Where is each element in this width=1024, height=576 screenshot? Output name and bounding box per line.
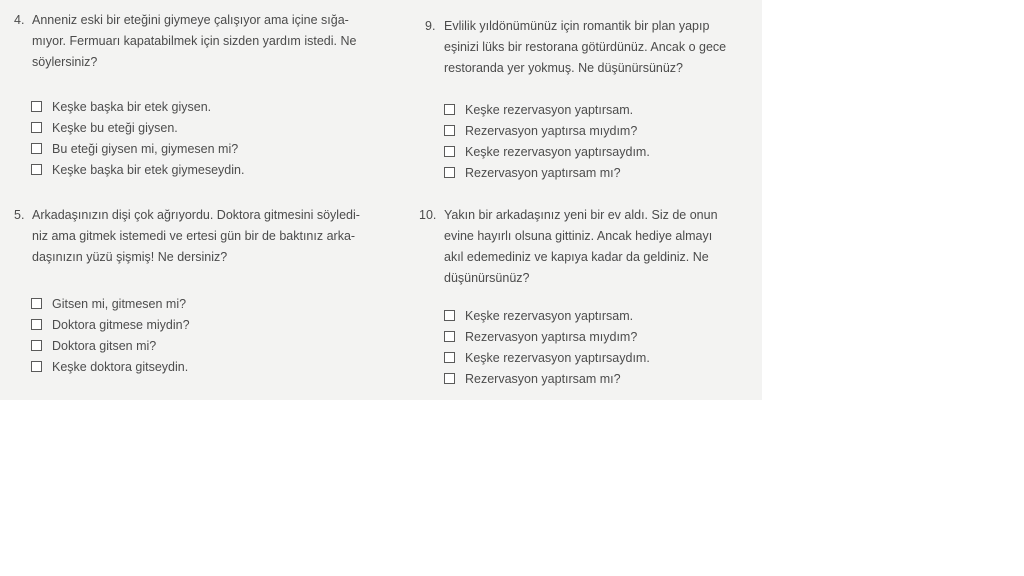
question-10-number: 10. (419, 208, 437, 222)
question-9-line-3: restoranda yer yokmuş. Ne düşünürsünüz? (444, 61, 684, 75)
question-10-options (444, 305, 650, 389)
checkbox[interactable] (444, 373, 455, 384)
question-4-line-1: 4. Anneniz eski bir eteğini giymeye çalışıyor ama içine sığa- (14, 10, 390, 31)
question-9-line-2: eşinizi lüks bir restorana götürdünüz. Ancak o gece (444, 40, 727, 54)
question-4-line-2: mıyor. Fermuarı kapatabilmek için sizden yardım istedi. Ne (32, 34, 357, 48)
question-10-text (419, 205, 757, 289)
checkbox[interactable] (444, 146, 455, 157)
option-label: Bu eteği giysen mi, giymesen mi? (52, 141, 239, 156)
question-10-line-3: akıl edemediniz ve kapıya kadar da geldiniz. Ne (444, 250, 709, 264)
question-5-number: 5. (14, 208, 25, 222)
question-10-option-1[interactable] (444, 305, 650, 326)
option-label: Keşke başka bir etek giysen. (52, 99, 212, 114)
option-label: Doktora gitmese miydin? (52, 317, 190, 332)
option-label: Keşke başka bir etek giymeseydin. (52, 162, 245, 177)
question-10-line-1: 10. Yakın bir arkadaşınız yeni bir ev aldı. Siz de onun (419, 205, 757, 226)
question-10-option-2[interactable] (444, 326, 650, 347)
question-5-line-2: niz ama gitmek istemedi ve ertesi gün bir de baktınız arka- (32, 229, 356, 243)
question-9 (425, 16, 757, 79)
checkbox[interactable] (31, 101, 42, 112)
question-9-option-4[interactable] (444, 162, 650, 183)
checkbox[interactable] (444, 167, 455, 178)
checkbox[interactable] (31, 361, 42, 372)
question-10 (419, 205, 757, 289)
question-5 (14, 205, 390, 268)
checkbox[interactable] (31, 298, 42, 309)
question-4-option-3[interactable] (31, 138, 244, 159)
option-label: Rezervasyon yaptırsam mı? (465, 371, 621, 386)
checkbox[interactable] (444, 352, 455, 363)
question-4-text (14, 10, 390, 73)
option-label: Keşke rezervasyon yaptırsaydım. (465, 350, 650, 365)
question-9-option-1[interactable] (444, 99, 650, 120)
option-label: Gitsen mi, gitmesen mi? (52, 296, 187, 311)
option-label: Keşke doktora gitseydin. (52, 359, 189, 374)
question-5-options (31, 293, 190, 377)
option-label: Keşke rezervasyon yaptırsaydım. (465, 144, 650, 159)
checkbox[interactable] (444, 310, 455, 321)
checkbox[interactable] (31, 143, 42, 154)
checkbox[interactable] (31, 164, 42, 175)
question-5-option-4[interactable] (31, 356, 190, 377)
option-label: Rezervasyon yaptırsa mıydım? (465, 123, 638, 138)
question-10-option-4[interactable] (444, 368, 650, 389)
question-10-line-4: düşünürsünüz? (444, 271, 530, 285)
question-5-option-2[interactable] (31, 314, 190, 335)
question-5-option-1[interactable] (31, 293, 190, 314)
checkbox[interactable] (444, 104, 455, 115)
option-label: Keşke bu eteği giysen. (52, 120, 178, 135)
option-label: Keşke rezervasyon yaptırsam. (465, 308, 634, 323)
checkbox[interactable] (31, 319, 42, 330)
question-4-options (31, 96, 244, 180)
question-9-line-1: 9. Evlilik yıldönümünüz için romantik bir plan yapıp (425, 16, 757, 37)
checkbox[interactable] (444, 125, 455, 136)
question-4-option-2[interactable] (31, 117, 244, 138)
checkbox[interactable] (31, 340, 42, 351)
option-label: Keşke rezervasyon yaptırsam. (465, 102, 634, 117)
question-9-option-2[interactable] (444, 120, 650, 141)
question-4-option-4[interactable] (31, 159, 244, 180)
question-4-option-1[interactable] (31, 96, 244, 117)
question-4 (14, 10, 390, 73)
question-10-line-2: evine hayırlı olsuna gittiniz. Ancak hediye almayı (444, 229, 713, 243)
question-5-text (14, 205, 390, 268)
question-5-line-3: daşınızın yüzü şişmiş! Ne dersiniz? (32, 250, 228, 264)
question-4-number: 4. (14, 13, 25, 27)
question-10-option-3[interactable] (444, 347, 650, 368)
checkbox[interactable] (31, 122, 42, 133)
option-label: Rezervasyon yaptırsam mı? (465, 165, 621, 180)
question-4-line-3: söylersiniz? (32, 55, 98, 69)
question-9-options (444, 99, 650, 183)
question-9-number: 9. (425, 19, 436, 33)
question-5-option-3[interactable] (31, 335, 190, 356)
option-label: Doktora gitsen mi? (52, 338, 157, 353)
question-9-option-3[interactable] (444, 141, 650, 162)
option-label: Rezervasyon yaptırsa mıydım? (465, 329, 638, 344)
checkbox[interactable] (444, 331, 455, 342)
question-5-line-1: 5. Arkadaşınızın dişi çok ağrıyordu. Doktora gitmesini söyledi- (14, 205, 390, 226)
question-9-text (425, 16, 757, 79)
